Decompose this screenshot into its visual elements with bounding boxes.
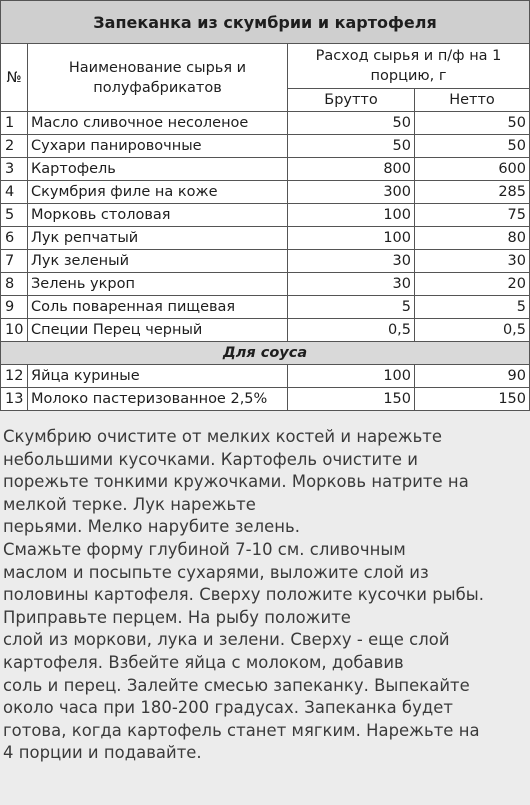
ingredient-number: 3 xyxy=(1,158,28,181)
ingredient-name: Масло сливочное несоленое xyxy=(28,112,288,135)
header-consumption: Расход сырья и п/ф на 1 порцию, г xyxy=(288,44,530,89)
header-net: Нетто xyxy=(415,89,530,112)
ingredient-row xyxy=(1,273,530,296)
ingredient-row xyxy=(1,365,530,388)
ingredient-net: 5 xyxy=(415,296,530,319)
ingredient-net: 20 xyxy=(415,273,530,296)
ingredient-row xyxy=(1,158,530,181)
ingredient-net: 285 xyxy=(415,181,530,204)
ingredient-net: 80 xyxy=(415,227,530,250)
ingredient-number: 13 xyxy=(1,388,28,411)
ingredient-name: Специи Перец черный xyxy=(28,319,288,342)
ingredient-name: Сухари панировочные xyxy=(28,135,288,158)
ingredient-name: Лук зеленый xyxy=(28,250,288,273)
ingredient-gross: 100 xyxy=(288,365,415,388)
cooking-instructions: Скумбрию очистите от мелких костей и нарежьте небольшими кусочками. Картофель очистите и порежьте тонкими кружочками. Морковь натрите на мелкой терке. Лук нарежьте перьями. Мелко нарубите зелень. Смажьте форму глубиной 7-10 см. сливочным маслом и посыпьте сухарями, выложите слой из половины картофеля. Сверху положите кусочки рыбы. Приправьте перцем. На рыбу положите слой из моркови, лука и зелени. Сверху - еще слой картофеля. Взбейте яйца с молоком, добавив соль и перец. Залейте смесью запеканку. Выпекайте около часа при 180-200 градусах. Запеканка будет готова, когда картофель станет мягким. Нарежьте на 4 порции и подавайте. xyxy=(3,427,485,763)
header-name: Наименование сырья и полуфабрикатов xyxy=(28,44,288,112)
ingredient-row xyxy=(1,227,530,250)
recipe-title: Запеканка из скумбрии и картофеля xyxy=(1,1,530,44)
ingredient-gross: 150 xyxy=(288,388,415,411)
ingredient-number: 4 xyxy=(1,181,28,204)
ingredient-net: 150 xyxy=(415,388,530,411)
sauce-section-row xyxy=(1,342,530,365)
ingredient-row xyxy=(1,250,530,273)
ingredient-name: Скумбрия филе на коже xyxy=(28,181,288,204)
ingredient-name: Яйца куриные xyxy=(28,365,288,388)
ingredient-gross: 30 xyxy=(288,273,415,296)
ingredient-number: 9 xyxy=(1,296,28,319)
ingredient-net: 600 xyxy=(415,158,530,181)
ingredient-name: Морковь столовая xyxy=(28,204,288,227)
ingredient-row xyxy=(1,296,530,319)
ingredient-number: 1 xyxy=(1,112,28,135)
ingredient-gross: 300 xyxy=(288,181,415,204)
ingredient-name: Соль поваренная пищевая xyxy=(28,296,288,319)
ingredient-net: 75 xyxy=(415,204,530,227)
ingredient-net: 0,5 xyxy=(415,319,530,342)
header-number: № xyxy=(1,44,28,112)
ingredient-name: Молоко пастеризованное 2,5% xyxy=(28,388,288,411)
ingredient-gross: 100 xyxy=(288,227,415,250)
ingredient-gross: 50 xyxy=(288,135,415,158)
ingredient-gross: 800 xyxy=(288,158,415,181)
ingredient-row xyxy=(1,388,530,411)
ingredient-number: 12 xyxy=(1,365,28,388)
ingredient-number: 10 xyxy=(1,319,28,342)
ingredient-row xyxy=(1,204,530,227)
ingredient-row xyxy=(1,181,530,204)
ingredient-name: Зелень укроп xyxy=(28,273,288,296)
ingredient-gross: 50 xyxy=(288,112,415,135)
sauce-section-label: Для соуса xyxy=(1,342,530,365)
ingredient-gross: 30 xyxy=(288,250,415,273)
ingredient-row xyxy=(1,319,530,342)
title-row xyxy=(1,1,530,44)
ingredient-net: 90 xyxy=(415,365,530,388)
header-row-1 xyxy=(1,44,530,89)
ingredient-row xyxy=(1,135,530,158)
ingredient-gross: 0,5 xyxy=(288,319,415,342)
ingredient-row xyxy=(1,112,530,135)
ingredient-gross: 100 xyxy=(288,204,415,227)
ingredient-number: 7 xyxy=(1,250,28,273)
ingredient-number: 5 xyxy=(1,204,28,227)
ingredient-name: Лук репчатый xyxy=(28,227,288,250)
ingredient-net: 50 xyxy=(415,135,530,158)
ingredient-gross: 5 xyxy=(288,296,415,319)
header-gross: Брутто xyxy=(288,89,415,112)
ingredient-name: Картофель xyxy=(28,158,288,181)
ingredient-net: 50 xyxy=(415,112,530,135)
ingredient-number: 8 xyxy=(1,273,28,296)
ingredient-net: 30 xyxy=(415,250,530,273)
ingredient-number: 6 xyxy=(1,227,28,250)
ingredient-number: 2 xyxy=(1,135,28,158)
